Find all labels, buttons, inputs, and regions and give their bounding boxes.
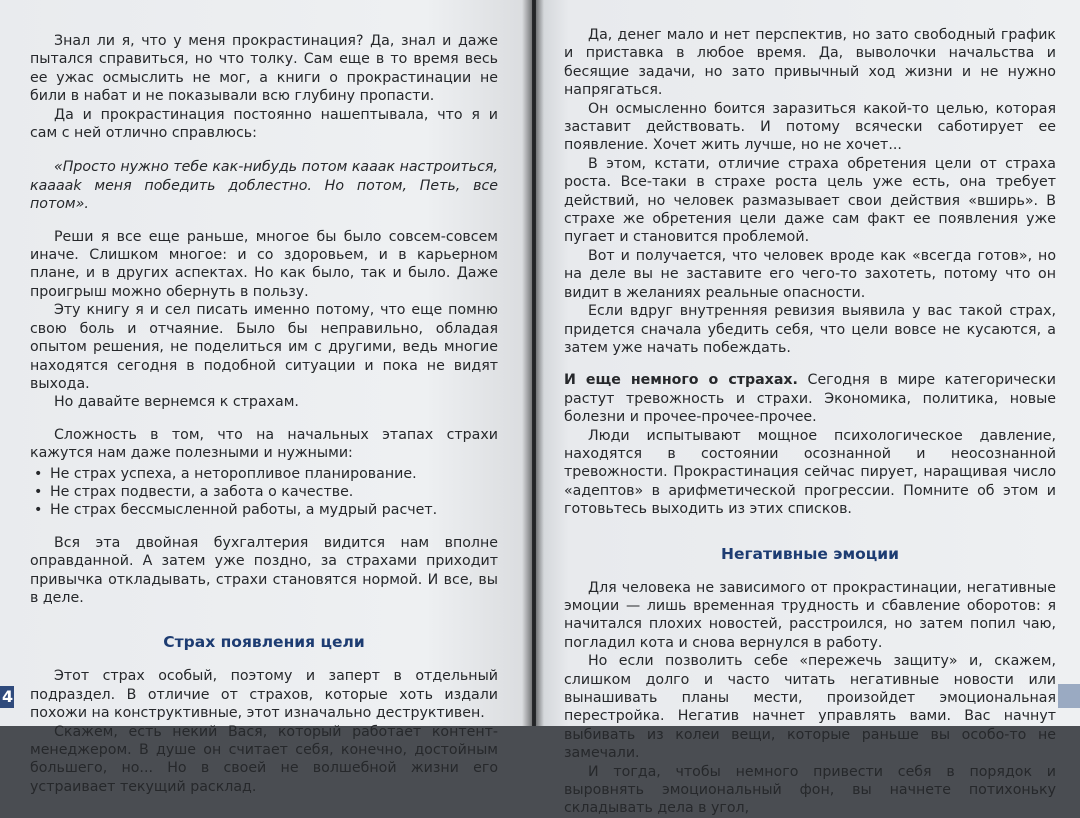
page-number: 4 <box>2 687 14 706</box>
paragraph: И тогда, чтобы немного привести себя в порядок и выровнять эмоциональный фон, вы начнете потихоньку складывать дела в угол, <box>564 763 1056 817</box>
list-item: • Не страх успеха, а неторопливое планирование. <box>50 465 498 483</box>
bullet-list <box>30 465 498 520</box>
paragraph: Вся эта двойная бухгалтерия видится нам вполне оправданной. А затем уже поздно, за страхами приходит привычка откладывать, страхи становятся нормой. И все, вы в деле. <box>30 534 498 606</box>
paragraph: Скажем, есть некий Вася, который работает контент-менеджером. В душе он считает себя, конечно, достойным большего, но... Но в своей не волшебной жизни его устраивает текущий расклад. <box>30 723 498 795</box>
right-page <box>536 0 1080 817</box>
paragraph: Люди испытывают мощное психологическое давление, находятся в состоянии осознанной и неосознанной тревожности. Прокрастинация сейчас пирует, наращивая число «адептов» в арифметической прогрессии. Помните об этом и готовьтесь выходить из этих списков. <box>564 427 1056 518</box>
paragraph: Вот и получается, что человек вроде как «всегда готов», но на деле вы не заставите его чего-то захотеть, потому что он видит в желаниях реальные опасности. <box>564 247 1056 301</box>
left-page <box>0 0 532 795</box>
page-edge-tab <box>1058 684 1080 708</box>
book-gutter <box>522 0 544 726</box>
paragraph: Но если позволить себе «пережечь защиту» и, скажем, слишком долго и часто читать негативные новости или вынашивать планы мести, произойдет эмоциональная перестройка. Негатив начнет управлять вами. Вас начнут выбивать из колеи вещи, которые раньше вы особо-то не замечали. <box>564 653 1056 762</box>
section-heading: Негативные эмоции <box>720 544 900 563</box>
paragraph-rest: Сегодня в мире категорически растут тревожность и страхи. Экономика, политика, новые болезни и прочее-прочее-прочее. <box>564 372 1056 426</box>
paragraph: Реши я все еще раньше, многое бы было совсем-совсем иначе. Слишком многое: и со здоровьем, и в карьерном плане, и в других аспектах. Но как было, так и было. Даже проигрыш можно обернуть в пользу. <box>30 228 498 300</box>
paragraph: Да, денег мало и нет перспектив, но зато свободный график и приставка в любое время. Да, выволочки начальства и бесящие задачи, но зато привычный ход жизни и не нужно напрягаться. <box>564 27 1056 99</box>
paragraph <box>564 371 1056 426</box>
paragraph: Знал ли я, что у меня прокрастинация? Да, знал и даже пытался справиться, но что толку. Сам еще в то время весь ее ужас осмыслить не мог, а книги о прокрастинации не били в набат и не показывали всю глубину пропасти. <box>30 33 498 105</box>
paragraph: Если вдруг внутренняя ревизия выявила у вас такой страх, придется сначала убедить себя, что цели вовсе не кусаются, а затем уже начать побеждать. <box>564 303 1056 356</box>
section-heading: Страх появления цели <box>163 633 365 652</box>
bold-lead: И еще немного о страхах. <box>564 372 798 389</box>
paragraph: Эту книгу я и сел писать именно потому, что еще помню свою боль и отчаяние. Было бы неправильно, обладая опытом решения, не поделиться им с другими, ведь многие находятся сегодня в подобной ситуации и пока не видят выхода. <box>30 302 498 392</box>
list-item: • Не страх бессмысленной работы, а мудрый расчет. <box>50 501 498 519</box>
paragraph: Для человека не зависимого от прокрастинации, негативные эмоции — лишь временная трудность и сбавление оборотов: я начитался плохих новостей, расстроился, но затем попил чаю, погладил кота и снова вернулся в работу. <box>564 579 1056 651</box>
paragraph: Но давайте вернемся к страхам. <box>54 394 299 411</box>
paragraph: Да и прокрастинация постоянно нашептывала, что я и сам с ней отлично справлюсь: <box>30 106 498 142</box>
paragraph: Он осмысленно боится заразиться какой-то целью, которая заставит действовать. И потому всячески саботирует ее появление. Хочет жить лучше, но не хочет... <box>564 100 1056 154</box>
paragraph: Сложность в том, что на начальных этапах страхи кажутся нам даже полезными и нужными: <box>30 426 498 462</box>
paragraph: Этот страх особый, поэтому и заперт в отдельный подраздел. В отличие от страхов, которые хоть издали похожи на конструктивные, этот изначально деструктивен. <box>30 668 498 722</box>
paragraph: В этом, кстати, отличие страха обретения цели от страха роста. Все-таки в страхе роста цель уже есть, она требует действий, но человек размазывает свои действия «вширь». В страхе же обретения цели даже сам факт ее появления уже пугает и становится проблемой. <box>564 155 1056 246</box>
quote: «Просто нужно тебе как-нибудь потом кааак настроиться, кааaak меня победить доблестно. Но потом, Петь, все потом». <box>30 159 498 213</box>
list-item: • Не страх подвести, а забота о качестве. <box>50 483 498 501</box>
